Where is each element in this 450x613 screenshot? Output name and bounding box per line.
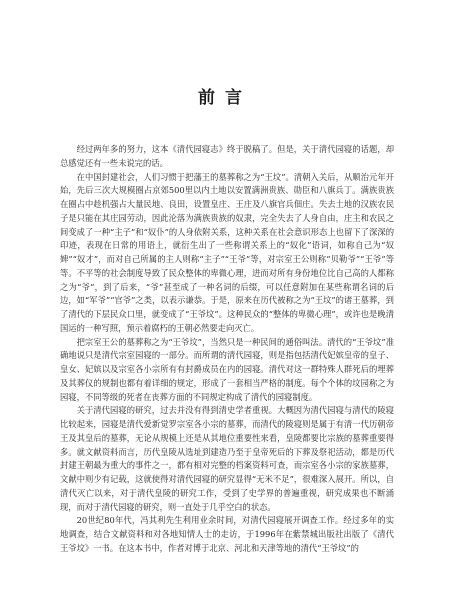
paragraph-2: 在中国封建社会，人们习惯于把藩王的墓葬称之为“王坟”。清朝入关后，从顺治元年开始，先后三次大规模圈占京郊500里以内土地以安置满洲贵族、勋臣和八旗兵丁。满族贵族在圈占中趁机强占大量民地、良田，设置皇庄、王庄及八旗官兵佃庄。失去土地的汉族农民子是只能在其庄园劳动，因此沦落为满族贵族的奴隶，完全失去了人身自由，庄主和农民之间变成了一种“主子”和“奴仆”的人身依附关系，这种关系在社会意识形态上也留下了深深的印迹，表现在日常的用语上，就衍生出了一些称谓关系上的“奴化”语词，如称自己为“奴婢”“奴才”，而对自己所属的主人则称“主子”“王爷”等，对宗室王公则称“贝勒爷”“王爷”等等。不平等的社会制度导致了民众整体的卑微心理，进而对所有身份地位比自己高的人都称之为“爷”，到了后来，“爷”甚至成了一种名词的后缀，可以任意附加在某些称谓名词的后边，如“军爷”“官爷”之类，以表示谦恭。于是，原来在历代被称之为“王坟”的诸王墓葬，到了清代的下层民众口里，就变成了“王爷坟”。这种民众的“整体的卑微心理”，或许也是晚清国运的一种写照，预示着腐朽的王朝必然要走向灭亡。	[60, 171, 394, 333]
body-text	[60, 143, 394, 556]
paragraph-3: 把宗室王公的墓葬称之为“王爷坟”，当然只是一种民间的通俗叫法。清代的“王爷坟”准确地说只是清代宗室园寝的一部分。而所谓的清代园寝，则是指包括清代妃嫔皇帝的皇子、皇女、妃嫔以及宗室各小宗所有有封爵成员在内的园寝。清代对这一群特殊人群死后的埋葬及其葬仪的规制也都有着详细的规定，形成了一套相当严格的制度。每个个体的坟园称之为园寝，不同等级的死者在丧葬方面的不同规定构成了清代的园寝制度。	[60, 336, 394, 402]
page-title: 前言	[198, 88, 252, 108]
paragraph-4: 关于清代园寝的研究，过去并没有得到清史学者重视。大概因为清代园寝与清代的陵寝比较起来，园寝是清代爱新觉罗宗室各小宗的墓葬，而清代的陵寝则是属于有清一代历朝帝王及其皇后的墓葬，无论从规模上还是从其地位重要性来看，皇陵都要比宗族的墓葬重要得多。就文献资料而言，历代皇陵从选址到建造乃至于皇帝死后的下葬及祭祀活动，都是历代封建王朝最为重大的事件之一，都有相对完整的档案资料可查，而宗室各小宗的家族墓葬，文献中则少有记载，这就使得对清代园寝的研究显得“无米不足”，很难深入展开。所以，自清代灭亡以来，对于清代皇陵的研究工作，受到了史学界的普遍重视，研究成果也不断涌现，而对于清代园寝的研究，则一直处于几乎空白的状态。	[60, 405, 394, 512]
paragraph-1: 经过两年多的努力，这本《清代园寝志》终于脱稿了。但是，关于清代园寝的话题，却总感觉还有一些未说完的话。	[60, 144, 394, 168]
paragraph-5: 20世纪80年代，冯其利先生利用业余时间，对清代园寝展开调查工作。经过多年的实地调查，结合文献资料和对各地知情人士的走访，于1996年在紫禁城出版社出版了《清代王爷坟》一书。在这本书中，作者对博于北京、河北和天津等地的清代“王爷坟”的	[60, 515, 394, 553]
